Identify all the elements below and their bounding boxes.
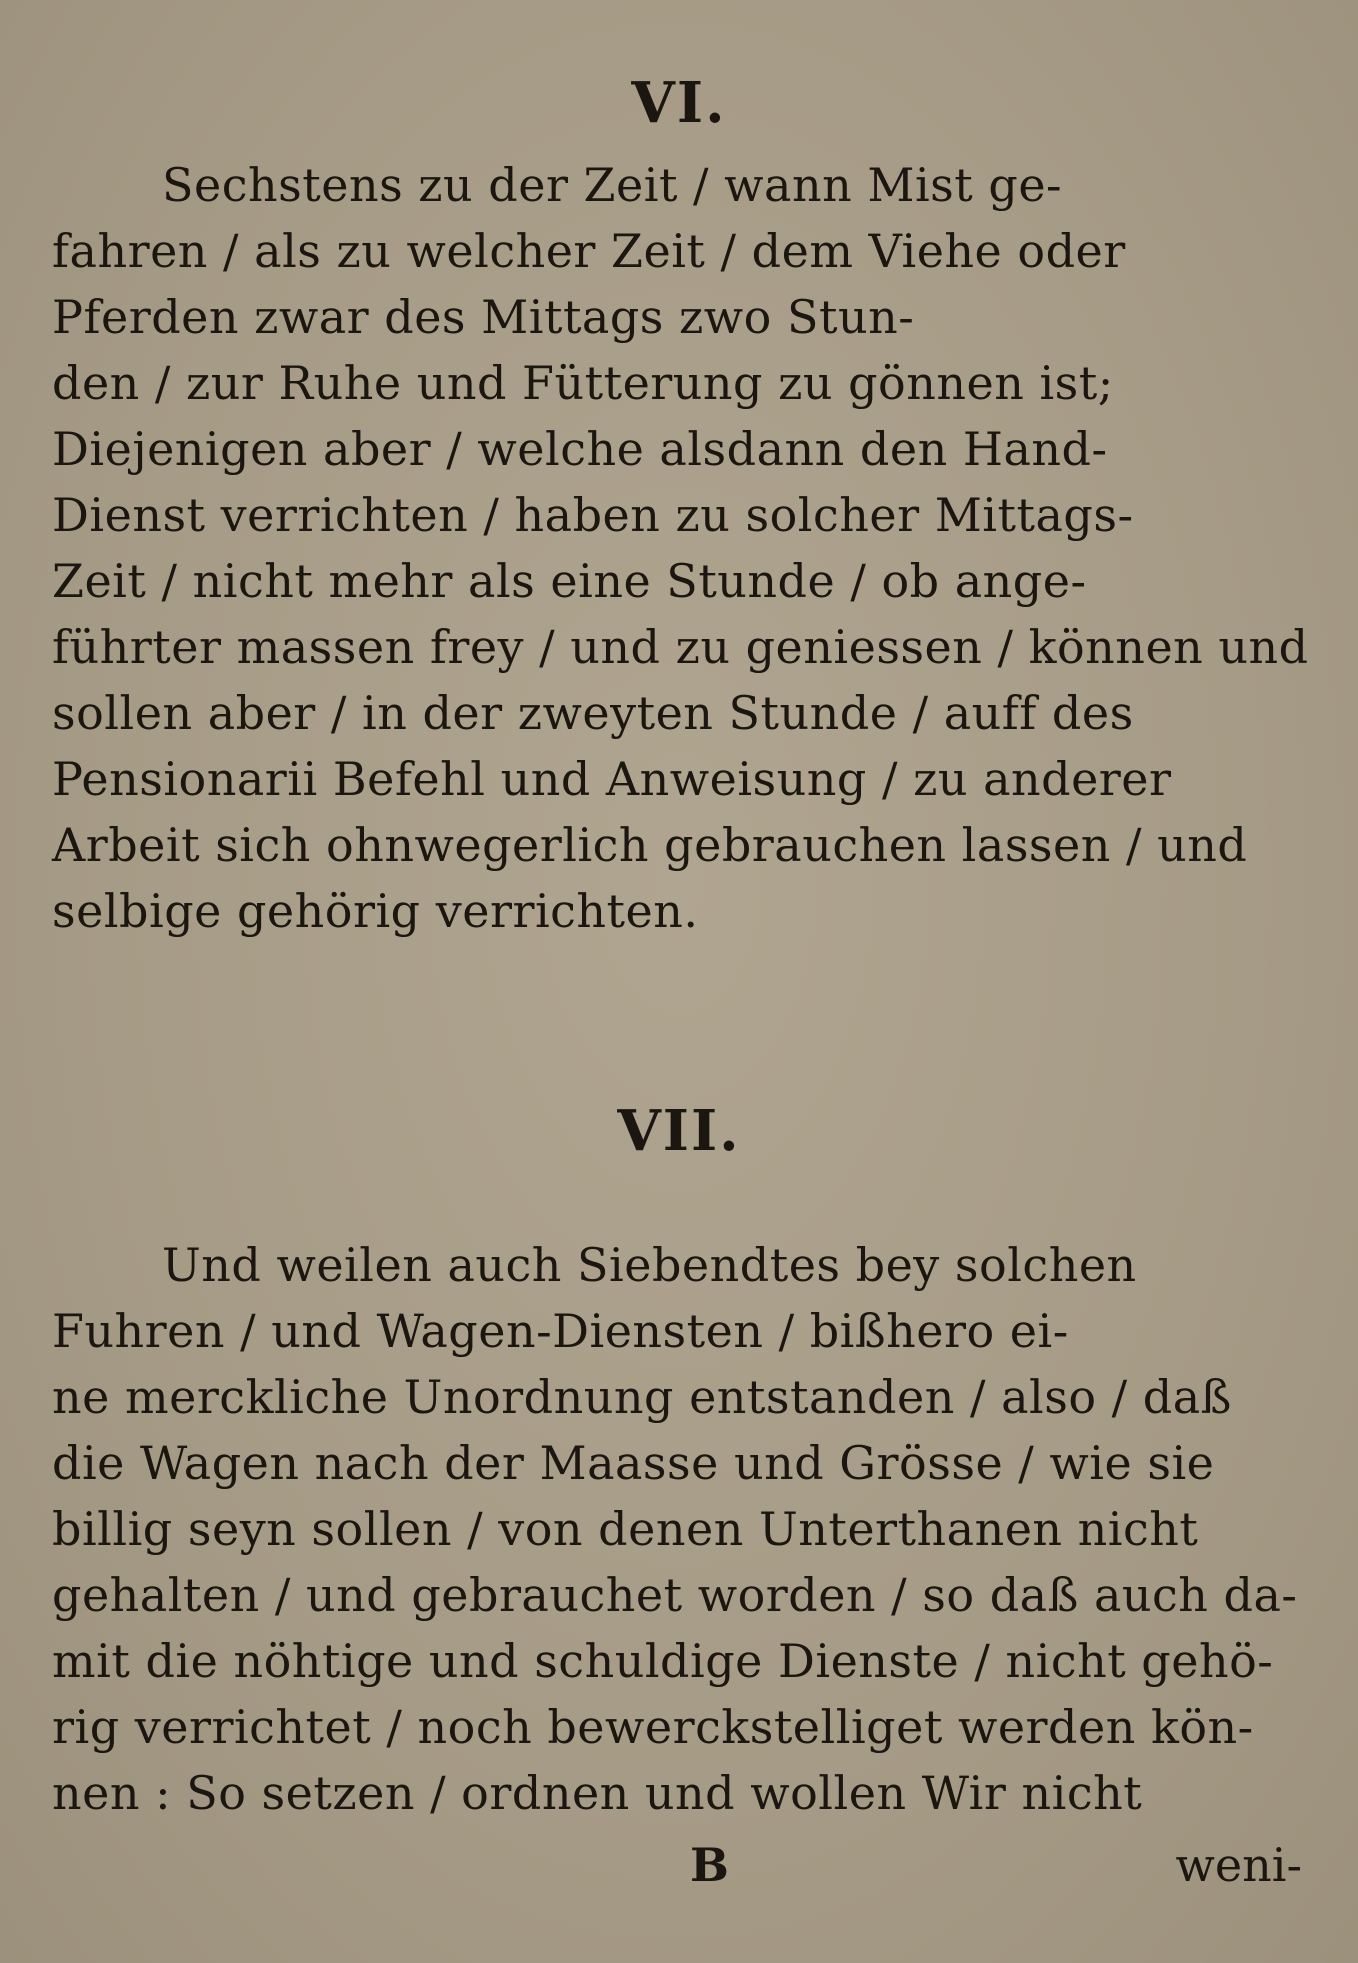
text-line: Arbeit sich ohnwegerlich gebrauchen lassen / und xyxy=(52,818,1248,872)
text-line: Pensionarii Befehl und Anweisung / zu anderer xyxy=(52,752,1172,806)
text-line: Und weilen auch Siebendtes bey solchen xyxy=(162,1238,1137,1292)
signature-mark: B xyxy=(690,1838,729,1892)
text-line: mit die nöhtige und schuldige Dienste / nicht gehö- xyxy=(52,1634,1274,1688)
text-line: ne merckliche Unordnung entstanden / also / daß xyxy=(52,1370,1232,1424)
text-line: rig verrichtet / noch bewerckstelliget werden kön- xyxy=(52,1700,1254,1754)
text-line: Pferden zwar des Mittags zwo Stun- xyxy=(52,290,915,344)
text-line: sollen aber / in der zweyten Stunde / auff des xyxy=(52,686,1134,740)
section-vi-text xyxy=(52,152,1309,944)
text-line: Dienst verrichten / haben zu solcher Mittags- xyxy=(52,488,1134,542)
text-line: die Wagen nach der Maasse und Grösse / wie sie xyxy=(52,1436,1215,1490)
text-line: gehalten / und gebrauchet worden / so daß auch da- xyxy=(52,1568,1298,1622)
text-line: fahren / als zu welcher Zeit / dem Viehe oder xyxy=(52,224,1126,278)
section-heading-vii: VII. xyxy=(617,1098,741,1164)
catchword: weni- xyxy=(1175,1838,1302,1892)
section-heading-vi: VI. xyxy=(631,70,727,136)
text-line: führter massen frey / und zu geniessen / können und xyxy=(52,620,1309,674)
text-line: Sechstens zu der Zeit / wann Mist ge- xyxy=(162,158,1063,212)
text-line: Diejenigen aber / welche alsdann den Hand- xyxy=(52,422,1108,476)
text-line: den / zur Ruhe und Fütterung zu gönnen ist; xyxy=(52,356,1114,410)
section-vii-text xyxy=(52,1232,1302,1826)
text-line: selbige gehörig verrichten. xyxy=(52,884,699,938)
text-line: nen : So setzen / ordnen und wollen Wir nicht xyxy=(52,1766,1143,1820)
text-line: billig seyn sollen / von denen Unterthanen nicht xyxy=(52,1502,1199,1556)
text-line: Zeit / nicht mehr als eine Stunde / ob ange- xyxy=(52,554,1087,608)
text-line: Fuhren / und Wagen-Diensten / bißhero ei- xyxy=(52,1304,1069,1358)
